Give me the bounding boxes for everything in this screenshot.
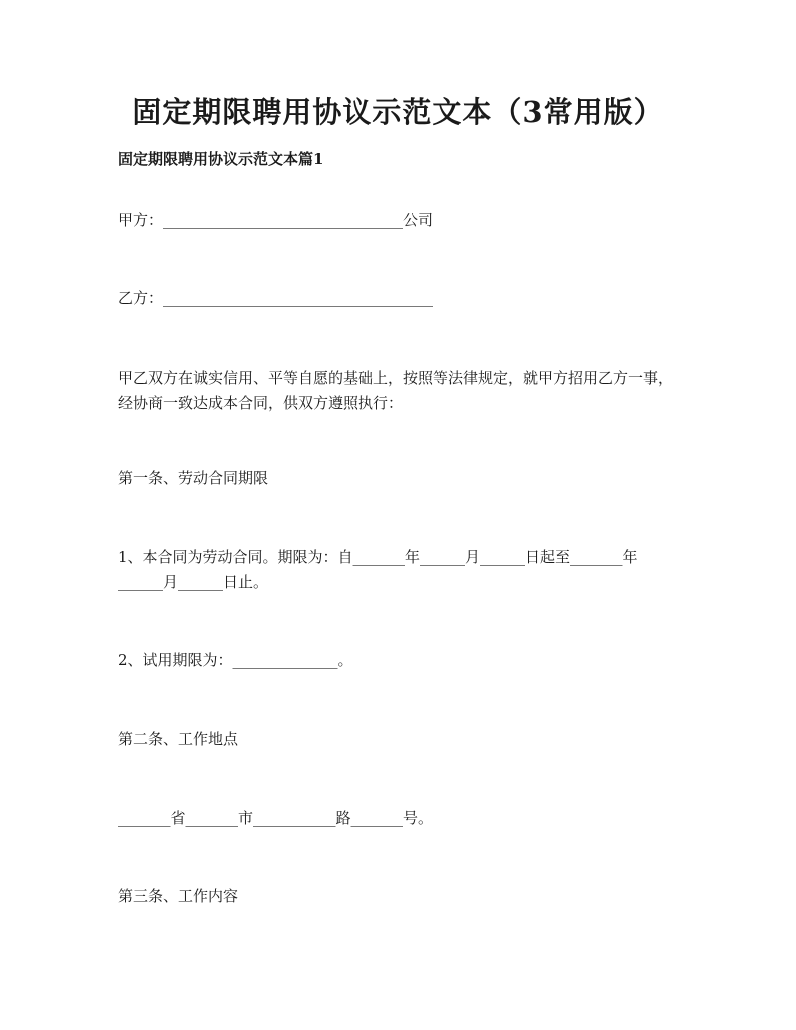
article-3-heading: 第三条、工作内容 [118,887,239,905]
article-2-heading: 第二条、工作地点 [118,730,239,748]
party-a-line: 甲方：________________________________公司 [118,211,434,229]
clause-1-1: 1、本合同为劳动合同。期限为：自_______年______月______日起至_______年______月______日止。 [118,548,638,591]
article-1-heading: 第一条、劳动合同期限 [118,469,269,487]
work-address-line: _______省_______市___________路_______号。 [118,809,434,827]
clause-1-2: 2、试用期限为：______________。 [118,651,353,669]
document-title: 固定期限聘用协议示范文本（3常用版） [132,95,664,129]
section-heading: 固定期限聘用协议示范文本篇1 [118,150,324,168]
intro-paragraph: 甲乙双方在诚实信用、平等自愿的基础上，按照等法律规定，就甲方招用乙方一事，经协商一致达成本合同，供双方遵照执行： [118,369,674,412]
party-b-line: 乙方：____________________________________ [118,289,434,307]
